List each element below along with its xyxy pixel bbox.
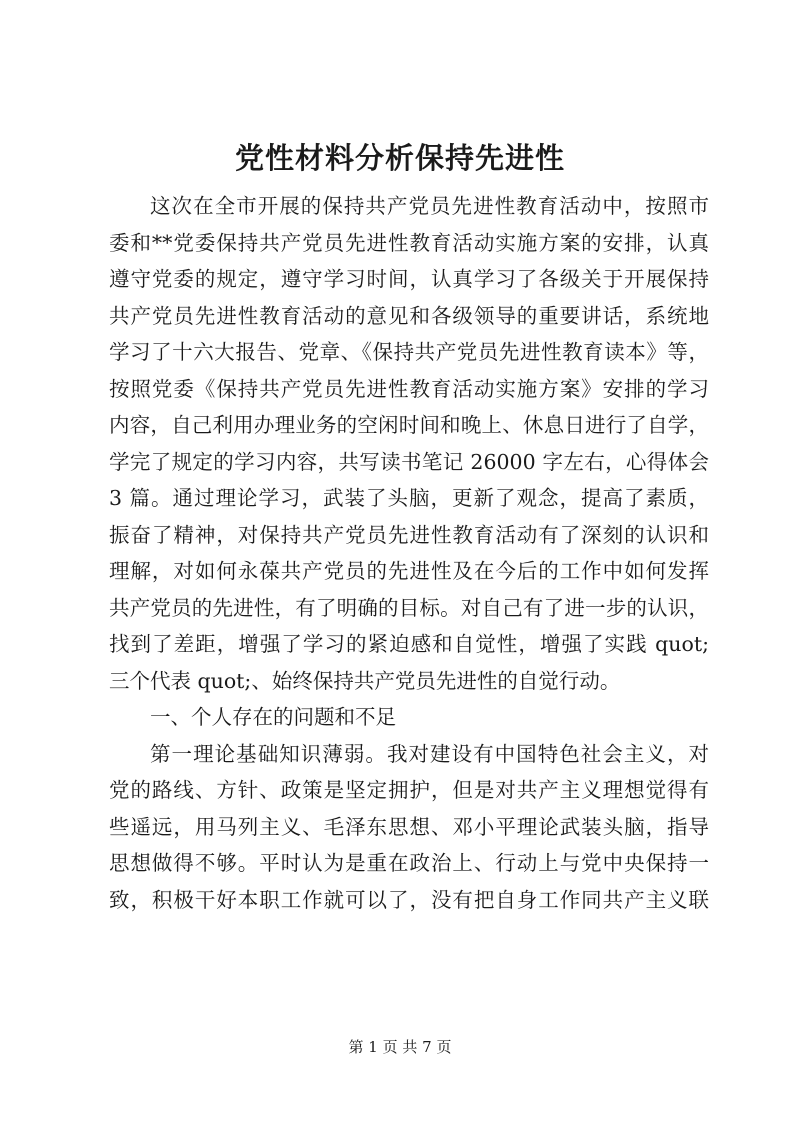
document-body bbox=[109, 188, 709, 918]
paragraph-line: 三个代表 quot;、始终保持共产党员先进性的自觉行动。 bbox=[109, 668, 621, 693]
paragraph-line: 委和**党委保持共产党员先进性教育活动实施方案的安排，认真 bbox=[109, 230, 709, 255]
paragraph-line: 致，积极干好本职工作就可以了，没有把自身工作同共产主义联 bbox=[109, 887, 709, 912]
paragraph-line: 学完了规定的学习内容，共写读书笔记 26000 字左右，心得体会 bbox=[109, 449, 709, 474]
paragraph-line: 党的路线、方针、政策是坚定拥护，但是对共产主义理想觉得有 bbox=[109, 778, 709, 802]
paragraph-line: 共产党员的先进性，有了明确的目标。对自己有了进一步的认识， bbox=[109, 595, 709, 620]
section-heading: 一、个人存在的问题和不足 bbox=[150, 705, 396, 729]
paragraph-line: 找到了差距，增强了学习的紧迫感和自觉性，增强了实践 quot; bbox=[109, 632, 709, 656]
document-title: 党性材料分析保持先进性 bbox=[234, 141, 565, 175]
paragraph-line: 内容，自己利用办理业务的空闲时间和晚上、休息日进行了自学， bbox=[109, 413, 709, 437]
paragraph-line: 学习了十六大报告、党章、《保持共产党员先进性教育读本》等， bbox=[109, 340, 709, 364]
paragraph-line: 这次在全市开展的保持共产党员先进性教育活动中，按照市 bbox=[150, 194, 709, 218]
paragraph-line: 振奋了精神，对保持共产党员先进性教育活动有了深刻的认识和 bbox=[109, 522, 709, 547]
paragraph-line: 第一理论基础知识薄弱。我对建设有中国特色社会主义，对 bbox=[150, 741, 709, 766]
paragraph-line: 理解，对如何永葆共产党员的先进性及在今后的工作中如何发挥 bbox=[109, 559, 709, 583]
paragraph-line: 3 篇。通过理论学习，武装了头脑，更新了观念，提高了素质， bbox=[109, 486, 709, 510]
paragraph-line: 共产党员先进性教育活动的意见和各级领导的重要讲话，系统地 bbox=[109, 303, 709, 328]
paragraph-line: 些遥远，用马列主义、毛泽东思想、邓小平理论武装头脑，指导 bbox=[109, 814, 709, 839]
page-number-footer: 第 1 页 共 7 页 bbox=[348, 1038, 452, 1056]
paragraph-line: 思想做得不够。平时认为是重在政治上、行动上与党中央保持一 bbox=[109, 851, 709, 875]
paragraph-line: 按照党委《保持共产党员先进性教育活动实施方案》安排的学习 bbox=[109, 376, 709, 401]
paragraph-line: 遵守党委的规定，遵守学习时间，认真学习了各级关于开展保持 bbox=[109, 267, 709, 291]
